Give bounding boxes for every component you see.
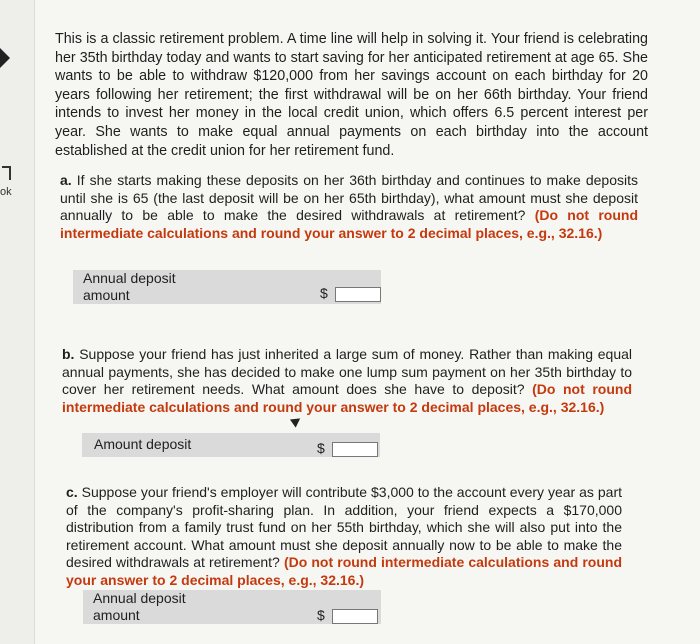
part-c-question — [66, 484, 622, 589]
part-a-text: If she starts making these deposits on her 36th birthday and continues to make deposits until she is 65 (the last deposit will be on her 65th birthday), what amount must she deposit annually to be able to make the desired withdrawals at retirement? — [60, 172, 639, 223]
mouse-cursor-icon — [290, 414, 303, 427]
part-c-answer-label — [93, 590, 186, 624]
part-c-letter: c. — [66, 484, 78, 500]
part-c-answer-label-line1: Annual deposit — [93, 590, 186, 606]
part-a-answer-input[interactable] — [335, 287, 381, 302]
part-a-answer-label — [83, 270, 176, 304]
part-c-answer-input[interactable] — [332, 609, 378, 624]
part-b-answer-label: Amount deposit — [94, 436, 192, 452]
part-b-text: Suppose your friend has just inherited a large sum of money. Rather than making equal annual payments, she has decided to make one lump sum payment on her 35th birthday to cover her retirement needs. What amount does she have to deposit? — [62, 346, 633, 397]
part-b-letter: b. — [62, 346, 75, 362]
part-c-answer-label-line2: amount — [93, 607, 140, 623]
part-c-rounding-note: (Do not round intermediate calculations and round your answer to 2 decimal places, e.g., 32.16.) — [66, 554, 623, 588]
part-a-answer-label-line2: amount — [83, 287, 130, 303]
current-question-arrow-icon — [0, 48, 10, 68]
part-c-answer-row — [83, 590, 381, 624]
part-a-letter: a. — [60, 172, 72, 188]
part-a-answer-row — [73, 270, 381, 304]
bookmark-bracket-icon — [2, 166, 11, 180]
left-sidebar-strip — [0, 0, 35, 644]
part-b-answer-input[interactable] — [332, 442, 378, 457]
part-a-rounding-note: (Do not round intermediate calculations and round your answer to 2 decimal places, e.g., 32.16.) — [60, 207, 638, 241]
part-c-text: Suppose your friend's employer will contribute $3,000 to the account every year as part of the company's profit-sharing plan. In addition, your friend expects a $170,000 distribution from a family trust fund on her 55th birthday, which she will also put into the retirement account. What amount must she deposit annually now to be able to make the desired withdrawals at retirement? — [66, 484, 623, 570]
part-b-question — [62, 346, 632, 416]
part-a-answer-label-line1: Annual deposit — [83, 270, 176, 286]
part-b-currency-symbol: $ — [317, 440, 325, 456]
part-c-currency-symbol: $ — [317, 607, 325, 623]
part-b-rounding-note: (Do not round intermediate calculations and round your answer to 2 decimal places, e.g., 32.16.) — [62, 381, 633, 415]
part-b-answer-row — [82, 433, 380, 457]
problem-intro: This is a classic retirement problem. A time line will help in solving it. Your friend is celebrating her 35th birthday today and wants to start saving for her anticipated retirement at age 65. She wants to be able to withdraw $120,000 from her savings account on each birthday for 20 years following her retirement; the first withdrawal will be on her 66th birthday. Your friend intends to invest her money in the local credit union, which offers 6.5 percent interest per year. She wants to make equal annual payments on each birthday into the account established at the credit union for her retirement fund. — [55, 31, 648, 159]
sidebar-ok-label: ok — [0, 186, 12, 198]
part-a-currency-symbol: $ — [320, 285, 328, 301]
part-a-question — [60, 172, 638, 242]
